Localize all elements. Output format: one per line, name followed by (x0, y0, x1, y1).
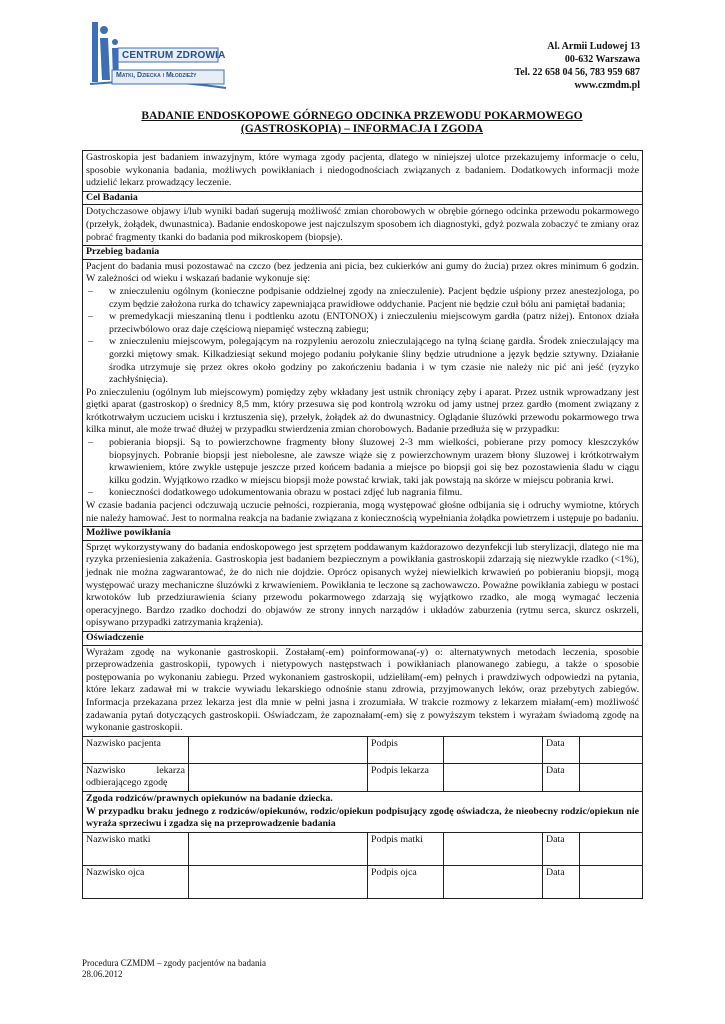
extension-list (86, 437, 639, 500)
list-item: – w znieczuleniu ogólnym (konieczne podpisanie oddzielnej zgody na znieczulenie). Pacjent będzie uśpiony przez anestezjologa, po czym będzie założona rurka do tchawicy zapewniająca prawidłowe oddychanie. Pacjent nie będzie czuł bólu ani pamiętał badania; (86, 286, 639, 311)
doctor-name-field[interactable] (189, 763, 368, 791)
intro-text: Gastroskopia jest badaniem inwazyjnym, które wymaga zgody pacjenta, dlatego w niniejszej ulotce przekazujemy informacje o celu, sposobie wykonania badania, możliwych powikłaniach i niedogodnościach związanych z badaniem. Dodatkowych informacji może udzielić lekarz prowadzący leczenie. (83, 151, 643, 192)
patient-date-field[interactable] (580, 736, 643, 763)
address-street: Al. Armii Ludowej 13 (547, 41, 640, 52)
father-signature-label: Podpis ojca (368, 865, 444, 898)
course-paragraph-3: W czasie badania pacjenci odczuwają uczucie pełności, rozpierania, mogą występować głośne odbijania się i odruchy wymiotne, których nie należy hamować. Jest to normalna reakcja na badanie związana z koniecznością wypełniania żołądka powietrzem i ustępuje po badaniu. (86, 500, 640, 524)
list-item: – pobierania biopsji. Są to powierzchowne fragmenty błony śluzowej 2-3 mm wielkości, pobierane przy pomocy kleszczyków biopsyjnych. Pobranie biopsji jest niebolesne, ale zawsze wiąże się z powierzchownym urazem błony śluzowej i krótkotrwałym krwawieniem, które zwykle ustępuje jeszcze przed końcem badania a miejsce po biopsji goi się bez pozostawienia śladu w ciągu kilku godzin. Wyjątkowo rzadko w miejscu biopsji może powstać krwiak, taki jak powstają na skórze w miejscu pobrania krwi. (86, 437, 639, 487)
mother-date-label: Data (543, 832, 580, 865)
mother-date-field[interactable] (580, 832, 643, 865)
address-phone: Tel. 22 658 04 56, 783 959 687 (514, 67, 640, 78)
doctor-signature-field[interactable] (444, 763, 543, 791)
list-item: – konieczności dodatkowego udokumentowania obrazu w postaci zdjęć lub nagrania filmu. (86, 487, 639, 500)
father-signature-row (83, 865, 643, 898)
mother-name-field[interactable] (189, 832, 368, 865)
logo-subtitle: Matki, Dziecka i Młodzieży (116, 72, 197, 79)
address-city: 00-632 Warszawa (564, 54, 640, 65)
parents-consent-note: W przypadku braku jednego z rodziców/opiekunów, rodzic/opiekun podpisujący zgodę oświadcza, że nieobecny rodzic/opiekun nie wyraża sprzeciwu i zgadza się na przeprowadzenie badania (86, 805, 640, 830)
list-item: – w premedykacji mieszaniną tlenu i podtlenku azotu (ENTONOX) i znieczuleniu miejscowym gardła (patrz niżej). Entonox działa przeciwbólowo oraz daje częściową niepamięć wsteczną zabiegu; (86, 311, 639, 336)
document-title (82, 110, 642, 136)
complications-heading: Możliwe powikłania (83, 527, 643, 541)
course-heading: Przebieg badania (83, 246, 643, 260)
course-paragraph-2: Po znieczuleniu (ogólnym lub miejscowym) pomiędzy zęby wkładany jest ustnik chroniący zęby i aparat. Przez ustnik wprowadzany jest giętki aparat (gastroskop) o średnicy 8,5 mm, który przesuwa się pod kontrolą wzroku od jamy ustnej przez gardło (moment związany z krótkotrwałym uczuciem ucisku i krztuszenia się), przełyk, żołądek aż do dwunastnicy. Oglądanie śluzówki przewodu pokarmowego trwa kilka minut, ale może trwać dłużej w przypadku stwierdzenia zmian chorobowych. Badanie przedłuża się w przypadku: (86, 386, 640, 436)
father-signature-field[interactable] (444, 865, 543, 898)
patient-name-field[interactable] (189, 736, 368, 763)
parents-consent-header (83, 791, 643, 832)
patient-signature-field[interactable] (444, 736, 543, 763)
doctor-signature-row (83, 763, 643, 791)
statement-text: Wyrażam zgodę na wykonanie gastroskopii. Zostałam(-em) poinformowana(-y) o: alternatywnych metodach leczenia, sposobie przeprowadzenia gastroskopii, typowych i nietypowych następstwach i powikłaniach planowanego zabiegu, a także o sposobie postępowania po wykonaniu zabiegu. Przed wykonaniem gastroskopii, udzieliłam(-em) pełnych i prawdziwych odpowiedzi na pytania, które lekarz zadawał mi w trakcie wywiadu lekarskiego odnośnie stanu zdrowia, przyjmowanych leków, oraz przebytych zabiegów. Informacja przekazana przez lekarza jest dla mnie w pełni jasna i zrozumiała. W trakcie rozmowy z lekarzem miałam(-em) możliwość zadawania pytań dotyczących gastroskopii. Oświadczam, że zapoznałam(-em) się z powyższym tekstem i wyrażam świadomą zgodę na wykonanie gastroskopii. (83, 645, 643, 736)
mother-signature-label: Podpis matki (368, 832, 444, 865)
mother-name-label: Nazwisko matki (83, 832, 189, 865)
address-web: www.czmdm.pl (574, 80, 640, 91)
title-line-1: BADANIE ENDOSKOPOWE GÓRNEGO ODCINKA PRZEWODU POKARMOWEGO (141, 110, 583, 122)
complications-text: Sprzęt wykorzystywany do badania endoskopowego jest sprzętem poddawanym każdorazowo dezynfekcji lub sterylizacji, dlatego nie ma ryzyka przeniesienia zakażenia. Gastroskopia jest badaniem bezpiecznym a powikłania gastroskopii zdarzają się niezwykle rzadko (<1%), jednak nie można zagwarantować, że do nich nie dojdzie. Oprócz opisanych wyżej niewielkich krwawień po pobieraniu biopsji, mogą występować urazy mechaniczne śluzówki z krwawieniem. Powikłania te leczone są zachowawczo. Poważne powikłania zabiegu w postaci krwotoków lub przedziurawienia ściany przewodu pokarmowego zdarzają się wyjątkowo rzadko, ale mogą wymagać leczenia operacyjnego. Bardzo rzadko dochodzi do objawów ze strony innych narządów i układów zaburzenia (rytmu serca, skurcz oskrzeli, opisywano przypadki zatrzymania krążenia). (83, 540, 643, 631)
patient-signature-label: Podpis (368, 736, 444, 763)
goal-heading: Cel Badania (83, 191, 643, 205)
doctor-date-label: Data (543, 763, 580, 791)
parents-consent-title: Zgoda rodziców/prawnych opiekunów na badanie dziecka. (86, 792, 333, 804)
footer-date: 28.06.2012 (82, 969, 123, 979)
doctor-name-label: Nazwisko lekarza odbierającego zgodę (83, 763, 189, 791)
title-line-2: (GASTROSKOPIA) – INFORMACJA I ZGODA (240, 123, 484, 135)
goal-text: Dotychczasowe objawy i/lub wyniki badań sugerują możliwość zmian chorobowych w obrębie górnego odcinka przewodu pokarmowego (przełyk, żołądek, dwunastnica). Badanie endoskopowe jest najczulszym sposobem ich diagnostyki, gdyż pozwala zobaczyć te zmiany oraz pobrać fragmenty tkanki do badania pod mikroskopem (biopsje). (83, 205, 643, 246)
list-item: – w znieczuleniu miejscowym, polegającym na rozpyleniu aerozolu znieczulającego na tylną ścianę gardła. Środek znieczulający ma gorzki miętowy smak. Kilkadziesiąt sekund mojego podaniu połykanie śliny będzie utrudnione a język będzie sztywny. Działanie środka utrzymuje się przez okres około godziny po zakończeniu badania i w tym czasie nie należy nic pić ani jeść (ryzyko zachłyśnięcia). (86, 336, 639, 386)
mother-signature-row (83, 832, 643, 865)
logo-title: CENTRUM ZDROWIA (122, 50, 226, 61)
footer (82, 958, 266, 980)
doctor-date-field[interactable] (580, 763, 643, 791)
patient-signature-row (83, 736, 643, 763)
patient-date-label: Data (543, 736, 580, 763)
doctor-signature-label: Podpis lekarza (368, 763, 444, 791)
father-name-field[interactable] (189, 865, 368, 898)
patient-name-label: Nazwisko pacjenta (83, 736, 189, 763)
address-block (515, 40, 640, 92)
consent-form (82, 150, 643, 899)
anesthesia-list (86, 286, 639, 387)
footer-procedure: Procedura CZMDM – zgody pacjentów na badania (82, 958, 266, 968)
logo (88, 20, 228, 92)
course-section (83, 259, 643, 526)
course-paragraph-1: Pacjent do badania musi pozostawać na czczo (bez jedzenia ani picia, bez cukierków ani gumy do żucia) przez okres minimum 6 godzin. W zależności od wieku i wskazań badanie wykonuje się: (86, 260, 640, 285)
father-date-label: Data (543, 865, 580, 898)
mother-signature-field[interactable] (444, 832, 543, 865)
father-name-label: Nazwisko ojca (83, 865, 189, 898)
statement-heading: Oświadczenie (83, 631, 643, 645)
father-date-field[interactable] (580, 865, 643, 898)
